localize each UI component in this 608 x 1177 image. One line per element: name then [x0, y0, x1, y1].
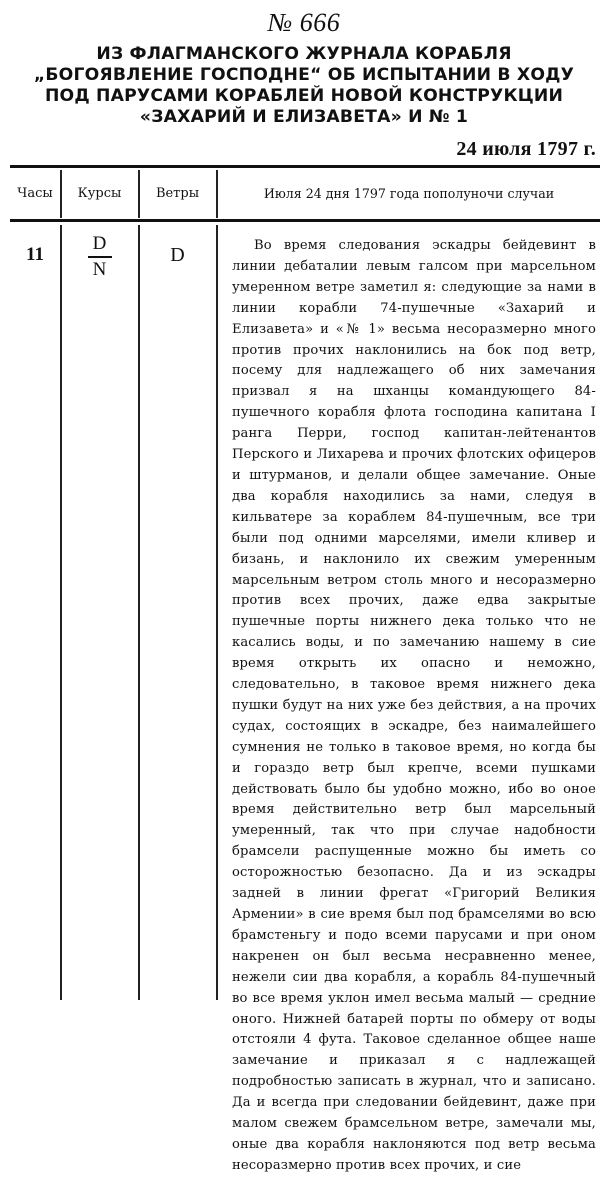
row-event-text: Во время следования эскадры бейдевинт в линии дебаталии левым галсом при марсельном умеренном ветре заметил я: следующие за нами в линии корабли 74-пушечные «Захарий и Елизавета» и «№ 1» весьма несоразмерно много против прочих наклонились на бок под ветр, посему для надлежащего об них замечания призвал я на шханцы командующего 84-пушечного корабля флота господина капитана I ранга Перри, господ капитан-лейтенантов Перского и Лихарева и прочих флотских офицеров и штурманов, и делали общее замечание. Оные два корабля находились за нами, следуя в кильватере за кораблем 84-пушечным, все три были под одними марселями, имели кливер и бизань, и наклонило их свежим умеренным марсельным ветром столь много и несоразмерно против всех прочих, даже едва закрытые пушечные порты нижнего дека только что не касались воды, и по замечанию нашему в сие время открыть их опасно и неможно, следовательно, в таковое время нижнего дека пушки будут на них уже без действия, а на прочих судах, состоящих в эскадре, без наималейшего сумнения не только в таковое время, но когда бы и гораздо ветр был крепче, всеми пушками действовать было бы удобно можно, ибо во оное время действительно ветр был марсельный умеренный, так что при случае надобности брамсели распущенные можно бы иметь со осторожностью безопасно. Да и из эскадры задней в линии фрегат «Григорий Великия Армении» в сие время был под брамселями во всю брамстеньгу и подо всеми парусами и при оном накренен он был весьма несравненно менее, нежели сии два корабля, а корабль 84-пушечный во все время уклон имел весьма малый — средние оного. Нижней батарей порты по обмеру от воды отстояли 4 фута. Таковое сделанное общее наше замечание и приказал я с надлежащей подробностью записать в журнал, что и записано. Да и всегда при следовании бейдевинт, даже при малом свежем брамсельном ветре, замечали мы, оные два корабля наклоняются под ветр весьма несоразмерно против всех прочих, и сие: [232, 238, 596, 1173]
document-title: ИЗ ФЛАГМАНСКОГО ЖУРНАЛА КОРАБЛЯ „БОГОЯВЛЕНИЕ ГОСПОДНЕ“ ОБ ИСПЫТАНИИ В ХОДУ ПОД ПАРУСАМИ КОРАБЛЕЙ НОВОЙ КОНСТРУКЦИИ «ЗАХАРИЙ И ЕЛИЗАВЕТА» И № 1: [33, 44, 575, 127]
column-divider: [60, 225, 62, 1000]
header-courses: Курсы: [77, 186, 122, 201]
header-events: Июля 24 дня 1797 года пополуночи случаи: [263, 186, 555, 201]
column-divider: [216, 225, 218, 1000]
header-hours: Часы: [17, 186, 53, 201]
document-number: № 666: [267, 8, 341, 37]
course-numerator: D: [92, 233, 107, 254]
row-wind: D: [170, 244, 185, 266]
header-winds: Ветры: [155, 186, 200, 201]
row-course: [61, 234, 138, 280]
row-hours: 11: [26, 244, 44, 265]
document-date: 24 июля 1797 г.: [456, 138, 596, 160]
fraction-bar: [88, 256, 112, 258]
table-top-rule: [10, 165, 600, 168]
table-header-rule: [10, 219, 600, 222]
course-denominator: N: [92, 258, 107, 280]
column-divider: [138, 225, 140, 1000]
